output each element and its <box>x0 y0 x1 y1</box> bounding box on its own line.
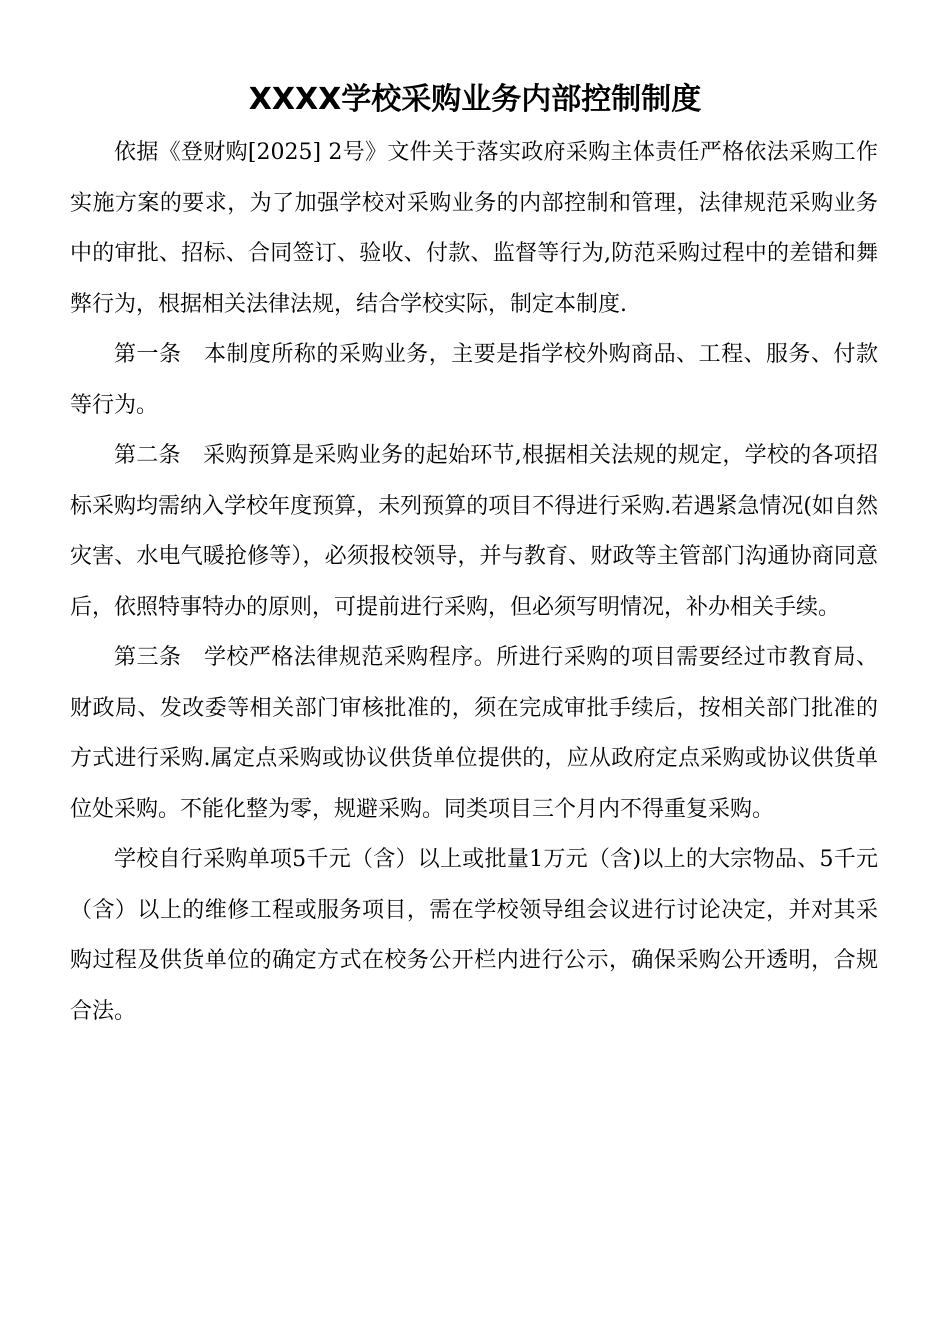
intro-paragraph: 依据《登财购[2025] 2号》文件关于落实政府采购主体责任严格依法采购工作实施方案的要求，为了加强学校对采购业务的内部控制和管理，法律规范采购业务中的审批、招标、合同签订、验收、付款、监督等行为,防范采购过程中的差错和舞弊行为，根据相关法律法规，结合学校实际，制定本制度. <box>70 140 878 317</box>
article-3-paragraph: 第三条 学校严格法律规范采购程序。所进行采购的项目需要经过市教育局、财政局、发改委等相关部门审核批准的，须在完成审批手续后，按相关部门批准的方式进行采购.属定点采购或协议供货单位提供的，应从政府定点采购或协议供货单位处采购。不能化整为零，规避采购。同类项目三个月内不得重复采购。 <box>70 645 878 822</box>
document-title: XXXX学校采购业务内部控制制度 <box>248 82 702 117</box>
article-2-paragraph: 第二条 采购预算是采购业务的起始环节,根据相关法规的规定，学校的各项招标采购均需纳入学校年度预算，未列预算的项目不得进行采购.若遇紧急情况(如自然灾害、水电气暖抢修等），必须报校领导，并与教育、财政等主管部门沟通协商同意后，依照特事特办的原则，可提前进行采购，但必须写明情况，补办相关手续。 <box>70 443 878 620</box>
document-body <box>70 128 878 1037</box>
procurement-threshold-paragraph: 学校自行采购单项5千元（含）以上或批量1万元（含)以上的大宗物品、5千元（含）以上的维修工程或服务项目，需在学校领导组会议进行讨论决定，并对其采购过程及供货单位的确定方式在校务公开栏内进行公示，确保采购公开透明，合规合法。 <box>70 847 878 1024</box>
article-1-paragraph: 第一条 本制度所称的采购业务，主要是指学校外购商品、工程、服务、付款等行为。 <box>70 342 878 418</box>
